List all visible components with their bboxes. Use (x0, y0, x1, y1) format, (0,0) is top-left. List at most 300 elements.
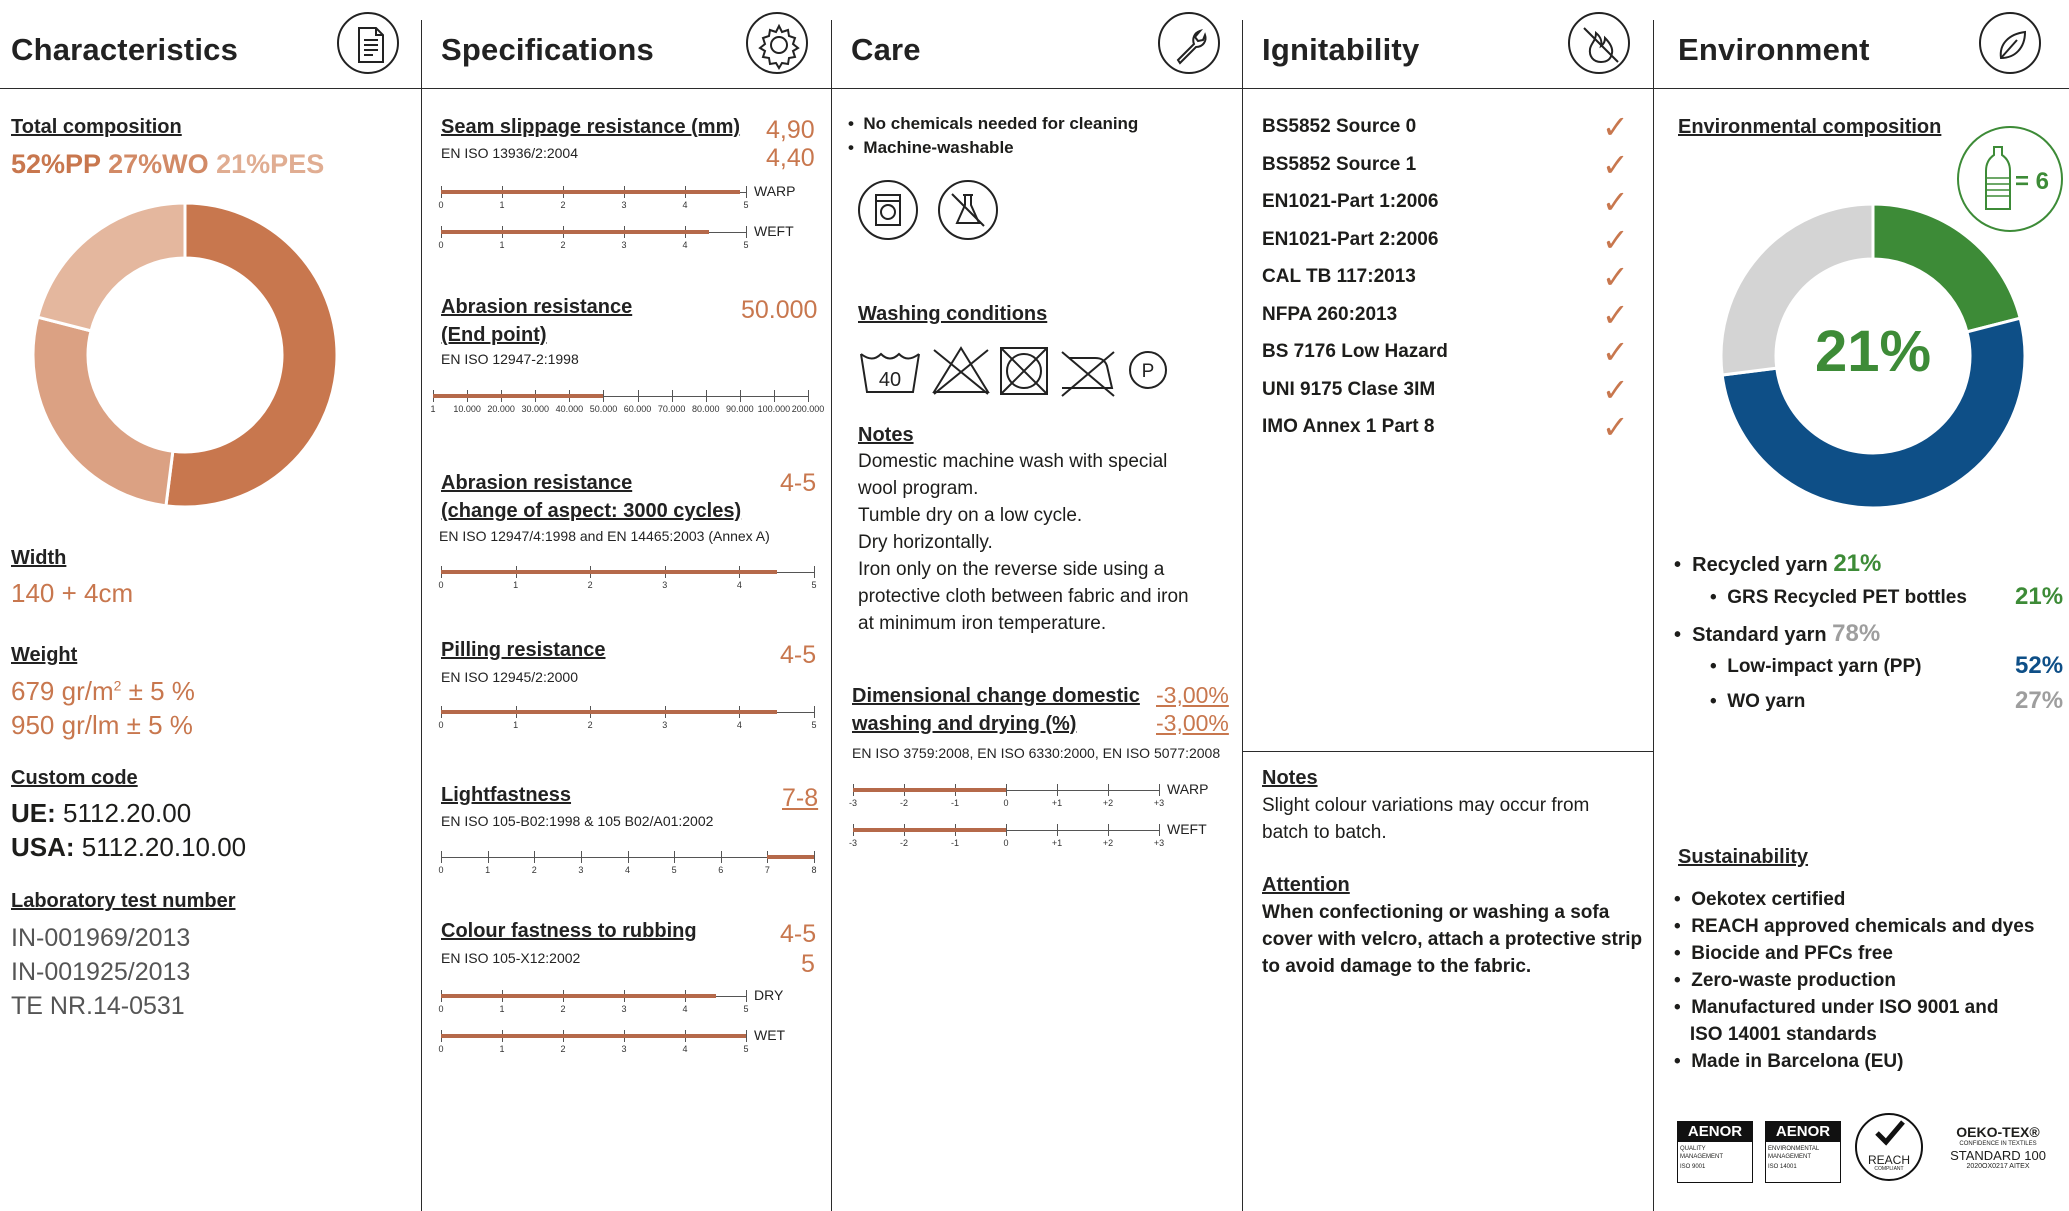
sustainability-item-text: Biocide and PFCs free (1691, 943, 1893, 964)
scale-tick-label: 2 (560, 1004, 566, 1014)
wash-temp: 40 (878, 369, 902, 391)
care-note-line: Dry horizontally. (858, 532, 993, 553)
sustainability-item-text: REACH approved chemicals and dyes (1691, 916, 2035, 937)
sustainability-item-text: Made in Barcelona (EU) (1691, 1051, 1904, 1072)
care-note-line: at minimum iron temperature. (858, 613, 1107, 634)
scale-tick (638, 390, 639, 402)
usa-code (11, 832, 246, 863)
scale-fill (441, 1034, 746, 1038)
scale-tick-label: 40.000 (555, 404, 584, 414)
scale-tick-label: 5 (671, 865, 677, 875)
lab-number: IN-001969/2013 (11, 924, 191, 952)
characteristics-title: Characteristics (11, 32, 239, 67)
scale-tick-label: 50.000 (589, 404, 618, 414)
recycled-yarn: • Recycled yarn 21% (1674, 550, 1882, 577)
scale-tick (746, 990, 747, 1002)
scale-tick-label: 5 (743, 240, 749, 250)
scale-tick-label: 0 (438, 1044, 444, 1054)
scale-tick (1108, 784, 1109, 796)
scale-fill (853, 828, 1006, 832)
sustainability-item: • Manufactured under ISO 9001 and (1674, 997, 1999, 1018)
scale-tick (441, 851, 442, 863)
sustainability-item: • Zero-waste production (1674, 970, 1897, 991)
care-bullet: • No chemicals needed for cleaning (848, 114, 1139, 133)
environment-title: Environment (1678, 32, 1870, 67)
column-divider (1653, 20, 1654, 1211)
scale-tick (672, 390, 673, 402)
weight-m2-value: 679 gr/m (11, 676, 114, 706)
ignitability-test-row (1262, 296, 1642, 334)
scale-tick (808, 390, 809, 402)
oeko-tex-standard: STANDARD 100 (1950, 1148, 2046, 1163)
scale-tick (740, 390, 741, 402)
column-divider (1242, 20, 1243, 1211)
abrasion-aspect-label-1: Abrasion resistance (441, 472, 633, 494)
washing-symbols (858, 344, 1178, 400)
scale-fill (441, 570, 777, 574)
scale-label: DRY (754, 987, 784, 1003)
weight-m2-tolerance: ± 5 % (121, 676, 195, 706)
scale-tick-label: 3 (621, 1044, 627, 1054)
document-icon (337, 12, 399, 74)
scale-label: WEFT (1167, 821, 1207, 837)
sustainability-item-text: Oekotex certified (1691, 889, 1846, 910)
pilling-label: Pilling resistance (441, 639, 606, 661)
scale-tick-label: 5 (811, 720, 817, 730)
scale-tick-label: 5 (743, 200, 749, 210)
rubbing-standard: EN ISO 105-X12:2002 (441, 950, 581, 966)
washing-conditions-label: Washing conditions (858, 303, 1048, 325)
aenor-environmental-sub: ENVIRONMENTAL MANAGEMENT (1768, 1146, 1820, 1160)
scale-tick-label: 3 (621, 1004, 627, 1014)
reach-logo (1855, 1113, 1923, 1181)
scale-tick-label: 100.000 (757, 404, 791, 414)
care-note-line: Tumble dry on a low cycle. (858, 505, 1083, 526)
scale-fill (441, 230, 709, 234)
ignitability-note-line: Slight colour variations may occur from (1262, 795, 1590, 816)
scale-tick-label: 80.000 (691, 404, 720, 414)
rubbing-label: Colour fastness to rubbing (441, 920, 697, 942)
no-bleach-icon (934, 348, 988, 394)
scale-tick-label: 3 (662, 720, 668, 730)
scale-tick-label: 0 (438, 720, 444, 730)
reach-text: REACH (1867, 1153, 1910, 1167)
lightfastness-value: 7-8 (782, 784, 819, 812)
scale-tick-label: -2 (899, 798, 909, 808)
rubbing-dry-value: 4-5 (780, 920, 817, 948)
scale-tick (1108, 824, 1109, 836)
ignitability-test-name: CAL TB 117:2013 (1262, 266, 1416, 287)
scale-tick-label: -1 (950, 838, 960, 848)
lightfastness-label: Lightfastness (441, 784, 572, 806)
no-chemicals-icon (938, 180, 998, 240)
ue-label: UE: (11, 798, 56, 828)
scale-tick-label: 5 (811, 580, 817, 590)
lab-numbers (11, 921, 190, 1023)
lab-number: IN-001925/2013 (11, 958, 191, 986)
scale-tick-label: -2 (899, 838, 909, 848)
scale-tick-label: +1 (1051, 798, 1063, 808)
scale-tick-label: 0 (438, 865, 444, 875)
scale-tick-label: 0 (1003, 798, 1009, 808)
composition-donut-chart (30, 200, 340, 510)
care-bullet-text: No chemicals needed for cleaning (863, 114, 1139, 133)
scale-tick-label: 7 (764, 865, 770, 875)
wash-40-icon (861, 354, 919, 392)
scale-tick-label: 1 (430, 404, 436, 414)
scale-tick (628, 851, 629, 863)
scale-tick-label: 1 (513, 580, 519, 590)
dry-clean-p-icon (1130, 352, 1166, 388)
ignitability-test-name: BS 7176 Low Hazard (1262, 341, 1448, 362)
scale-tick (1006, 824, 1007, 836)
ignitability-test-row (1262, 184, 1642, 221)
scale-tick-label: 1 (499, 1044, 505, 1054)
scale-tick-label: 1 (513, 720, 519, 730)
ignitability-test-name: BS5852 Source 0 (1262, 116, 1417, 137)
aenor-quality-logo (1677, 1121, 1753, 1183)
donut-slice-pp (166, 203, 337, 507)
weight-m2-sup: 2 (113, 677, 122, 694)
recycled-yarn-value: 21% (1833, 550, 1882, 577)
scale-tick-label: 0 (438, 200, 444, 210)
weight-lm: 950 gr/lm ± 5 % (11, 710, 193, 740)
scale-tick-label: 5 (743, 1004, 749, 1014)
scale-tick (1006, 784, 1007, 796)
scale-tick-label: 0 (438, 580, 444, 590)
scale-tick (746, 226, 747, 238)
ignitability-test-row (1262, 334, 1642, 371)
washing-machine-icon (858, 180, 918, 240)
check-icon: ✓ (1602, 146, 1629, 183)
ignitability-test-row (1262, 259, 1642, 296)
oeko-tex-logo (1933, 1124, 2063, 1170)
check-icon: ✓ (1602, 371, 1629, 408)
usa-value: 5112.20.10.00 (74, 832, 247, 862)
scale-tick (746, 186, 747, 198)
aenor-quality-iso: ISO 9001 (1680, 1164, 1706, 1170)
environmental-composition-label: Environmental composition (1678, 116, 1942, 138)
scale-tick-label: 4 (624, 865, 631, 875)
column-divider (831, 20, 832, 1211)
scale-fill (441, 710, 777, 714)
scale-tick-label: 4 (736, 580, 742, 590)
sustainability-item (1674, 1021, 2034, 1048)
sustainability-item-text: Manufactured under ISO 9001 and (1691, 997, 1999, 1018)
lab-test-label: Laboratory test number (11, 890, 236, 912)
scale-tick-label: 3 (621, 200, 627, 210)
ignitability-test-row (1262, 371, 1642, 409)
sustainability-item: • Biocide and PFCs free (1674, 943, 1893, 964)
weight-m2 (11, 676, 195, 707)
scale-tick (674, 851, 675, 863)
scale-fill (853, 788, 1006, 792)
reach-sub: COMPLIANT (1874, 1166, 1904, 1172)
care-bullets (848, 112, 1138, 160)
ignitability-test-name: EN1021-Part 1:2006 (1262, 191, 1439, 212)
dimensional-change-label (852, 682, 1140, 738)
width-label: Width (11, 547, 67, 569)
wrench-icon (1158, 12, 1220, 74)
scale-tick-label: 60.000 (623, 404, 652, 414)
dimensional-change-label-1: Dimensional change domestic (852, 685, 1140, 707)
oeko-tex-code: 2020OX0217 AITEX (1966, 1163, 2030, 1170)
scale-tick-label: 3 (662, 580, 668, 590)
scale-tick (746, 1030, 747, 1042)
rubbing-wet-value: 5 (801, 950, 815, 978)
no-tumble-dry-icon (1001, 348, 1047, 394)
scale-tick-label: 4 (682, 240, 688, 250)
wo-yarn: • WO yarn (1710, 691, 1806, 712)
grs-bottles: • GRS Recycled PET bottles (1710, 587, 1967, 608)
scale-tick (581, 851, 582, 863)
ignitability-title: Ignitability (1262, 32, 1420, 67)
scale-tick (534, 851, 535, 863)
total-composition-label: Total composition (11, 116, 182, 138)
scale-tick-label: 2 (560, 200, 566, 210)
scale-tick-label: 2 (587, 720, 593, 730)
wo-yarn-label: WO yarn (1727, 691, 1806, 712)
check-icon: ✓ (1602, 221, 1629, 258)
care-note-line: Domestic machine wash with special (858, 451, 1168, 472)
checkmark-icon (1857, 1115, 1921, 1149)
usa-label: USA: (11, 832, 75, 862)
gear-icon (746, 12, 808, 74)
aenor-quality-sub: QUALITY MANAGEMENT (1680, 1146, 1724, 1160)
scale-tick-label: 2 (531, 865, 537, 875)
wo-yarn-value: 27% (2015, 687, 2064, 714)
sustainability-label: Sustainability (1678, 846, 1809, 868)
pilling-value: 4-5 (780, 641, 817, 669)
scale-tick-label: +2 (1102, 838, 1114, 848)
check-icon: ✓ (1602, 109, 1629, 145)
sustainability-item: • Oekotex certified (1674, 889, 1846, 910)
standard-yarn: • Standard yarn 78% (1674, 620, 1881, 647)
scale-tick (1057, 784, 1058, 796)
scale-fill (767, 855, 814, 859)
attention-text (1262, 899, 1642, 980)
sustainability-item: • REACH approved chemicals and dyes (1674, 916, 2035, 937)
scale-tick-label: +1 (1051, 838, 1063, 848)
sustainability-item: • Made in Barcelona (EU) (1674, 1051, 1904, 1072)
seam-slippage-standard: EN ISO 13936/2:2004 (441, 145, 578, 161)
check-icon: ✓ (1602, 296, 1629, 333)
ue-code (11, 798, 191, 829)
no-iron-icon (1062, 352, 1114, 396)
scale-fill (441, 994, 716, 998)
aenor-environmental-iso: ISO 14001 (1768, 1164, 1797, 1170)
abrasion-aspect-value: 4-5 (780, 469, 817, 497)
composition-text (11, 149, 324, 180)
scale-tick-label: -1 (950, 798, 960, 808)
header-divider (0, 88, 2069, 89)
scale-fill (433, 394, 603, 398)
scale-tick-label: +2 (1102, 798, 1114, 808)
scale-tick (488, 851, 489, 863)
scale-tick-label: 1 (499, 200, 505, 210)
ignitability-note-line: batch to batch. (1262, 822, 1387, 843)
care-note-line: Iron only on the reverse side using a (858, 559, 1165, 580)
scale-tick-label: +3 (1153, 798, 1165, 808)
scale-tick-label: 0 (1003, 838, 1009, 848)
ignitability-test-name: EN1021-Part 2:2006 (1262, 228, 1439, 250)
abrasion-aspect-label (441, 469, 741, 525)
scale-tick (814, 706, 815, 718)
aenor-environmental-text: AENOR (1766, 1122, 1840, 1142)
scale-tick-label: 200.000 (791, 404, 825, 414)
scale-tick-label: 30.000 (521, 404, 550, 414)
scale-tick (814, 566, 815, 578)
no-flame-icon (1568, 12, 1630, 74)
lab-number: TE NR.14-0531 (11, 992, 185, 1020)
scale-fill (441, 190, 740, 194)
scale-tick (1159, 824, 1160, 836)
abrasion-end-label (441, 293, 632, 349)
standard-yarn-value: 78% (1832, 620, 1881, 647)
grs-bottles-value: 21% (2015, 583, 2064, 610)
column-divider (421, 20, 422, 1211)
attention-line: When confectioning or washing a sofa (1262, 902, 1610, 923)
grs-bottles-label: GRS Recycled PET bottles (1727, 587, 1967, 608)
scale-tick-label: 4 (682, 200, 688, 210)
scale-tick-label: 20.000 (487, 404, 515, 414)
custom-code-label: Custom code (11, 767, 138, 789)
scale-tick-label: -3 (848, 798, 858, 808)
scale-tick (1057, 824, 1058, 836)
scale-tick-label: +3 (1153, 838, 1165, 848)
scale-tick-label: 1 (499, 1004, 505, 1014)
weight-label: Weight (11, 644, 78, 666)
ignitability-test-row (1262, 109, 1642, 146)
scale-tick-label: 90.000 (726, 404, 754, 414)
scale-label: WET (754, 1027, 786, 1043)
sustainability-item-text: Zero-waste production (1691, 970, 1897, 991)
lightfastness-standard: EN ISO 105-B02:1998 & 105 B02/A01:2002 (441, 813, 714, 829)
abrasion-end-standard: EN ISO 12947-2:1998 (441, 351, 579, 367)
oeko-tex-text: OEKO-TEX® (1956, 1124, 2040, 1140)
abrasion-end-label-1: Abrasion resistance (441, 296, 633, 318)
seam-slippage-weft-value: 4,40 (766, 144, 815, 172)
pilling-standard: EN ISO 12945/2:2000 (441, 669, 578, 685)
specifications-title: Specifications (441, 32, 654, 67)
ignitability-test-name: UNI 9175 Clase 3IM (1262, 378, 1436, 400)
seam-slippage-label: Seam slippage resistance (mm) (441, 116, 741, 138)
donut-slice-recycled-yarn (1873, 204, 2020, 332)
scale-tick-label: 10.000 (453, 404, 481, 414)
composition-wo: 27%WO (108, 149, 209, 179)
width-value: 140 + 4cm (11, 578, 134, 608)
scale-tick (814, 851, 815, 863)
ue-value: 5112.20.00 (55, 798, 192, 828)
check-icon: ✓ (1602, 184, 1629, 220)
oeko-tex-sub: CONFIDENCE IN TEXTILES (1959, 1141, 2037, 1147)
recycled-yarn-label: Recycled yarn (1692, 554, 1834, 576)
scale-tick-label: 1 (499, 240, 505, 250)
scale-tick-label: 1 (485, 865, 491, 875)
scale-tick-label: 3 (578, 865, 584, 875)
attention-line: cover with velcro, attach a protective strip (1262, 929, 1643, 950)
scale-label: WARP (754, 183, 796, 199)
scale-tick-label: 8 (811, 865, 817, 875)
low-impact-yarn-value: 52% (2015, 652, 2064, 679)
donut-slice-pes (38, 203, 185, 331)
scale-tick (603, 390, 604, 402)
scale-tick-label: 4 (682, 1004, 688, 1014)
scale-tick-label: 3 (621, 240, 627, 250)
check-icon: ✓ (1602, 259, 1629, 295)
check-icon: ✓ (1602, 334, 1629, 370)
ignitability-notes (1262, 792, 1589, 846)
donut-slice-wo (33, 317, 173, 506)
care-title: Care (851, 32, 921, 67)
low-impact-yarn: • Low-impact yarn (PP) (1710, 656, 1922, 677)
abrasion-aspect-label-2: (change of aspect: 3000 cycles) (441, 500, 742, 522)
scale-tick-label: 4 (736, 720, 742, 730)
scale-tick-label: -3 (848, 838, 858, 848)
ignitability-test-name: NFPA 260:2013 (1262, 303, 1398, 325)
sustainability-item-text: ISO 14001 standards (1689, 1024, 1877, 1045)
abrasion-aspect-standard: EN ISO 12947/4:1998 and EN 14465:2003 (Annex A) (439, 528, 770, 544)
ignitability-test-name: IMO Annex 1 Part 8 (1262, 416, 1435, 437)
ignitability-test-row (1262, 221, 1642, 259)
sustainability-list (1674, 886, 2034, 1075)
ignitability-notes-label: Notes (1262, 767, 1318, 789)
scale-tick-label: 2 (560, 1044, 566, 1054)
dimensional-warp-value: -3,00% (1156, 682, 1229, 708)
ignitability-test-name: BS5852 Source 1 (1262, 153, 1417, 175)
attention-label: Attention (1262, 874, 1350, 896)
standard-yarn-label: Standard yarn (1692, 624, 1833, 646)
care-note-line: wool program. (858, 478, 979, 499)
environment-center-value: 21% (1814, 319, 1932, 384)
low-impact-yarn-label: Low-impact yarn (PP) (1727, 656, 1922, 677)
aenor-quality-text: AENOR (1678, 1122, 1752, 1142)
dry-clean-letter: P (1141, 361, 1155, 382)
scale-tick-label: 0 (438, 240, 444, 250)
aenor-environmental-logo (1765, 1121, 1841, 1183)
check-icon: ✓ (1602, 409, 1629, 445)
scale-tick-label: 6 (718, 865, 724, 875)
scale-tick-label: 5 (743, 1044, 749, 1054)
scale-tick-label: 70.000 (657, 404, 686, 414)
care-bullet: • Machine-washable (848, 138, 1014, 157)
leaf-icon (1979, 12, 2041, 74)
dimensional-change-label-2: washing and drying (%) (852, 713, 1077, 735)
dimensional-change-standard: EN ISO 3759:2008, EN ISO 6330:2000, EN ISO 5077:2008 (852, 745, 1221, 761)
scale-tick-label: 2 (587, 580, 593, 590)
attention-line: to avoid damage to the fabric. (1262, 956, 1532, 977)
ignitability-test-row (1262, 146, 1642, 184)
care-bullet-text: Machine-washable (863, 138, 1014, 157)
scale-label: WEFT (754, 223, 794, 239)
care-note-line: protective cloth between fabric and iron (858, 586, 1189, 607)
scale-label: WARP (1167, 781, 1209, 797)
ignitability-test-row (1262, 409, 1642, 446)
scale-tick (721, 851, 722, 863)
scale-tick (774, 390, 775, 402)
composition-pes: 21%PES (216, 149, 325, 179)
care-notes-label: Notes (858, 424, 914, 446)
scale-tick (1159, 784, 1160, 796)
scale-tick-label: 4 (682, 1044, 688, 1054)
scale-tick-label: 0 (438, 1004, 444, 1014)
abrasion-end-label-2: (End point) (441, 324, 547, 346)
scale-tick (706, 390, 707, 402)
bottles-count: = 6 (2015, 168, 2050, 195)
seam-slippage-warp-value: 4,90 (766, 116, 815, 144)
ignitability-divider (1242, 751, 1653, 752)
scale-tick-label: 2 (560, 240, 566, 250)
